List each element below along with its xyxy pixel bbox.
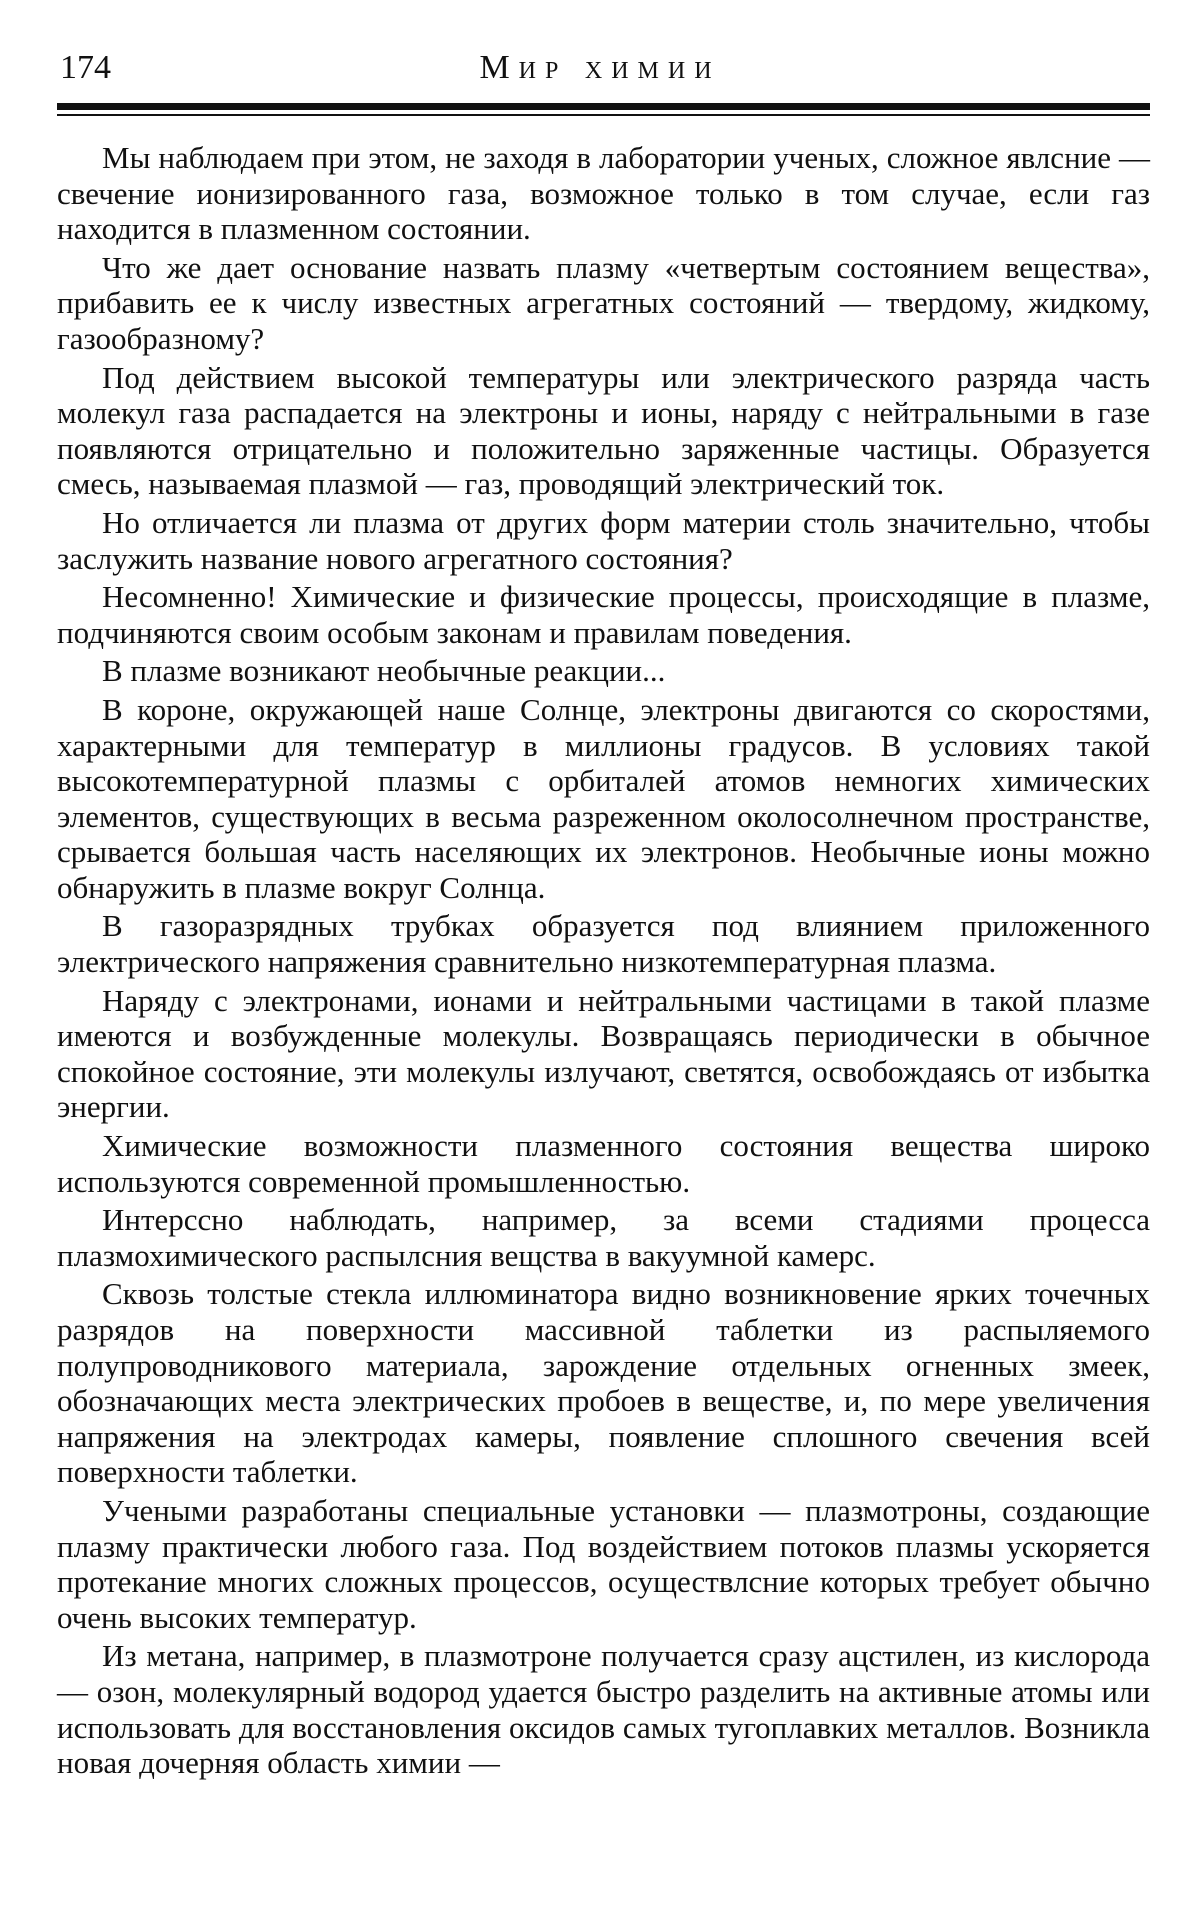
running-head [50,44,1150,92]
paragraph: В газоразрядных трубках образуется под влиянием приложенного электрического напряжения сравнительно низкотемпературная плазма. [57,908,1150,980]
running-title: Мир химии [479,49,721,86]
page-number: 174 [60,49,111,86]
body-text [57,140,1150,1784]
paragraph: Что же дает основание назвать плазму «четвертым состоянием вещества», прибавить ее к числу известных агрегатных состояний — твердому, жидкому, газообразному? [57,249,1150,356]
paragraph: Наряду с электронами, ионами и нейтральными частицами в такой плазме имеются и возбужденные молекулы. Возвращаясь периодически в обычное спокойное состояние, эти молекулы излучают, светятся, освобождаясь от избытка энергии. [57,982,1150,1125]
paragraph: Учеными разработаны специальные установки — плазмотроны, создающие плазму практически любого газа. Под воздействием потоков плазмы ускоряется протекание многих сложных процессов, осуществлсние которых требует обычно очень высоких температур. [57,1492,1150,1635]
paragraph: Сквозь толстые стекла иллюминатора видно возникновение ярких точечных разрядов на поверхности массивной таблетки из распыляемого полупроводникового материала, зарождение отдельных огненных змеек, обозначающих места электрических пробоев в веществе, и, по мере увеличения напряжения на электродах камеры, появление сплошного свечения всей поверхности таблетки. [57,1276,1150,1490]
paragraph: В плазме возникают необычные реакции... [102,653,666,689]
paragraph: В короне, окружающей наше Солнце, электроны двигаются со скоростями, характерными для температур в миллионы градусов. В условиях такой высокотемпературной плазмы с орбиталей атомов немногих химических элементов, существующих в весьма разреженном околосолнечном пространстве, срывается большая часть населяющих их электронов. Необычные ионы можно обнаружить в плазме вокруг Солнца. [57,691,1150,905]
header-rule-thick [57,103,1150,110]
paragraph: Химические возможности плазменного состояния вещества широко используются современной промышленностью. [57,1128,1150,1199]
paragraph: Несомненно! Химические и физические процессы, происходящие в плазме, подчиняются своим особым законам и правилам поведения. [57,579,1150,650]
paragraph: Под действием высокой температуры или электрического разряда часть молекул газа распадается на электроны и ионы, наряду с нейтральными в газе появляются отрицательно и положительно заряженные частицы. Образуется смесь, называемая плазмой — газ, проводящий электрический ток. [57,359,1150,502]
paragraph: Из метана, например, в плазмотроне получается сразу ацстилен, из кислорода — озон, молекулярный водород удается быстро разделить на активные атомы или использовать для восстановления оксидов самых тугоплавких металлов. Возникла новая дочерняя область химии — [57,1638,1150,1781]
paragraph: Мы наблюдаем при этом, не заходя в лаборатории ученых, сложное явлсние — свечение ионизированного газа, возможное только в том случае, если газ находится в плазменном состоянии. [57,140,1150,247]
paragraph: Интерссно наблюдать, например, за всеми стадиями процесса плазмохимического распылсния вещства в вакуумной камерс. [57,1202,1150,1273]
paragraph: Но отличается ли плазма от других форм материи столь значительно, чтобы заслужить название нового агрегатного состояния? [57,504,1150,576]
header-rule-thin [57,114,1150,116]
